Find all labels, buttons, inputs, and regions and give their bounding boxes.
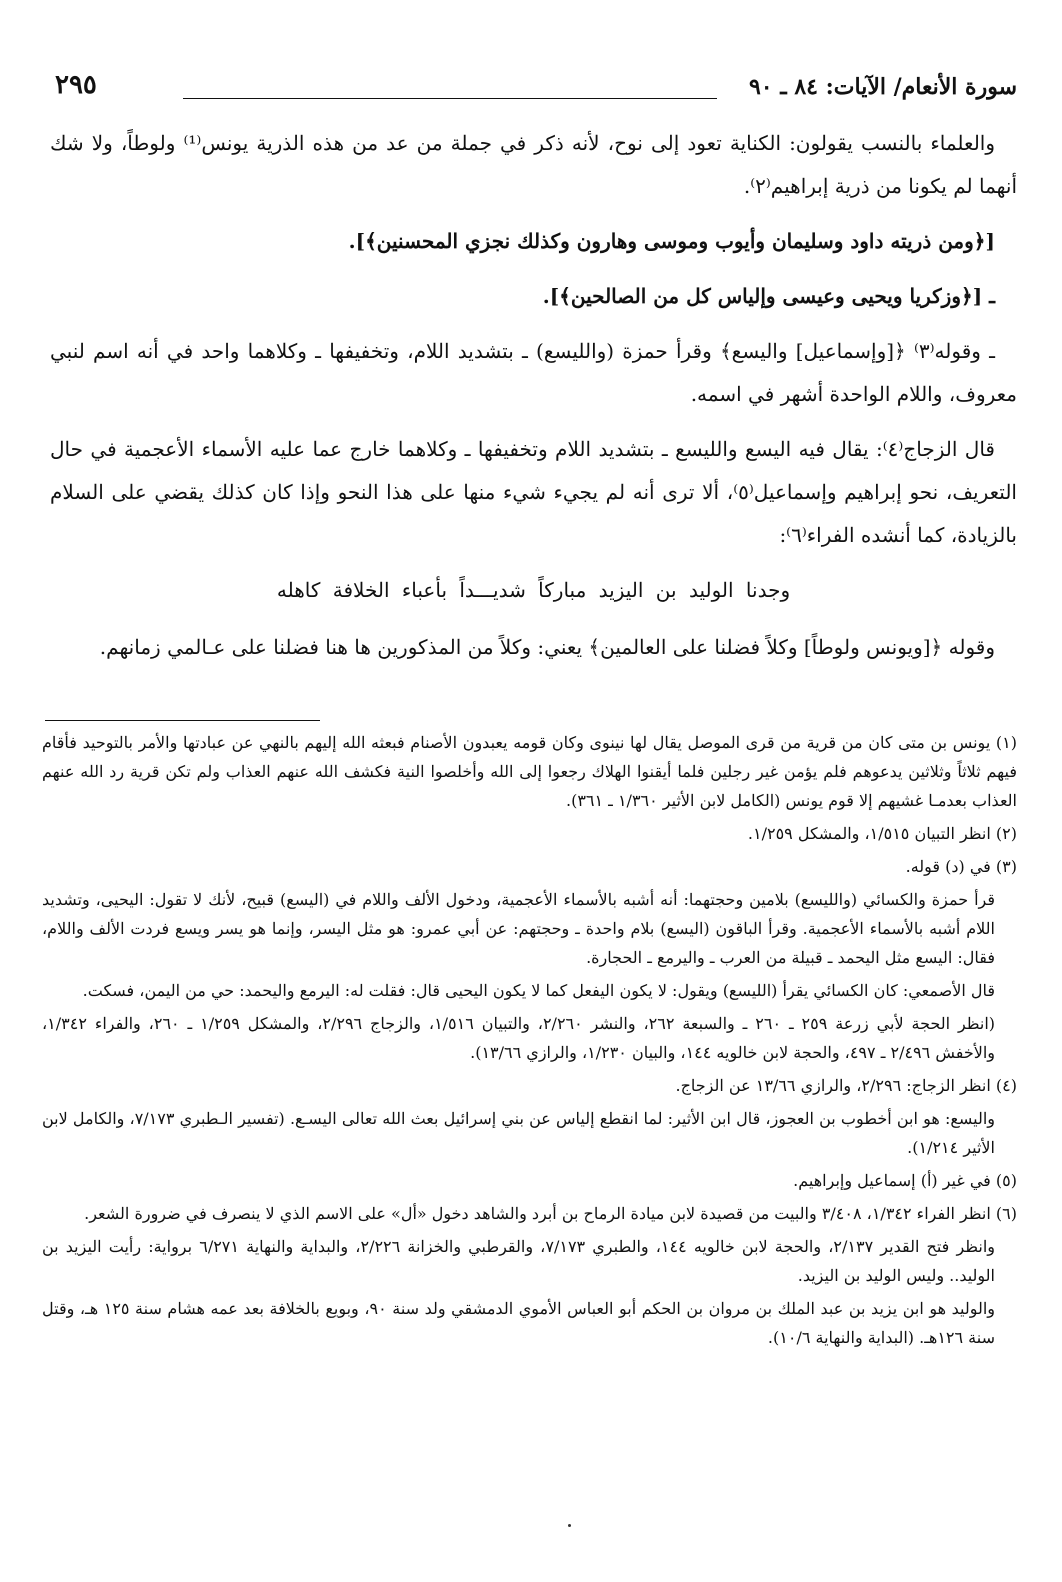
header-rule: [183, 98, 717, 99]
footnote-6-detail-a: وانظر فتح القدير ٢/١٣٧، والحجة لابن خالويه ١٤٤، والطبري ٧/١٧٣، والقرطبي والخزانة ٢/٢٢٦، والبداية والنهاية ٦/٢٧١ برواية: رأيت اليزيد بن الوليد.. وليس الوليد بن اليزيد.: [42, 1237, 996, 1285]
footnote-3-detail-c: (انظر الحجة لأبي زرعة ٢٥٩ ـ ٢٦٠ ـ والسبعة ٢٦٢، والنشر ٢/٢٦٠، والتبيان ١/٥١٦، والزجاج ٢/٢٩٦، والمشكل ١/٢٥٩ ـ ٢٦٠، والفراء ١/٣٤٢، والأخفش ٢/٤٩٦ ـ ٤٩٧، والحجة لابن خالويه ١٤٤، والبيان ١/٢٣٠، والرازي ١٣/٦٦).: [42, 1014, 996, 1062]
footnote-2: (٢) انظر التبيان ١/٥١٥، والمشكل ١/٢٥٩.: [747, 824, 1017, 843]
footnote-5: (٥) في غير (أ) إسماعيل وإبراهيم.: [793, 1171, 1017, 1190]
footnote-6: (٦) انظر الفراء ١/٣٤٢، ٣/٤٠٨ والبيت من قصيدة لابن ميادة الرماح بن أبرد والشاهد دخول «أل» على الاسم الذي لا ينصرف في ضرورة الشعر.: [84, 1204, 1017, 1223]
paragraph-4: وقوله ﴿[ويونس ولوطاً] وكلاً فضلنا على العالمين﴾ يعني: وكلاً من المذكورين ها هنا فضلنا على عـالمي زمانهم.: [99, 635, 995, 659]
running-header: [55, 70, 1017, 110]
paragraph-1: والعلماء بالنسب يقولون: الكناية تعود إلى نوح، لأنه ذكر في جملة من عد من هذه الذرية يونس⁽¹⁾ ولوطاً، ولا شك أنهما لم يكونا من ذرية إبراهيم⁽٢⁾.: [50, 131, 1017, 198]
footnote-3-detail-b: قال الأصمعي: كان الكسائي يقرأ (الليسع) ويقول: لا يكون اليفعل كما لا يكون اليحيى قال: فقلت له: اليرمع واليحمد: حي من اليمن، فسكت.: [82, 981, 995, 1000]
paragraph-3: قال الزجاج⁽٤⁾: يقال فيه اليسع والليسع ـ بتشديد اللام وتخفيفها ـ وكلاهما خارج عما عليه الأسماء الأعجمية في حال التعريف، نحو إبراهيم وإسماعيل⁽٥⁾، ألا ترى أنه لم يجيء شيء منها على هذا النحو وإذا كان كذلك يقضي على السلام بالزيادة، كما أنشده الفراء⁽٦⁾:: [50, 437, 1017, 547]
footnote-4: (٤) انظر الزجاج: ٢/٢٩٦، والرازي ١٣/٦٦ عن الزجاج.: [675, 1076, 1017, 1095]
footnote-4-detail: واليسع: هو ابن أخطوب بن العجوز، قال ابن الأثير: لما انقطع إلياس عن بني إسرائيل بعث الله تعالى اليسـع. (تفسير الـطبري ٧/١٧٣، والكامل لابن الأثير ١/٢١٤).: [42, 1109, 995, 1157]
main-text: [50, 122, 1017, 681]
footnote-3: (٣) في (د) قوله.: [905, 857, 1017, 876]
scan-speck: [568, 1524, 571, 1527]
verse-quote-1: [﴿ومن ذريته داود وسليمان وأيوب وموسى وهارون وكذلك نجزي المحسنين﴾].: [348, 229, 995, 253]
footnote-6-detail-b: والوليد هو ابن يزيد بن عبد الملك بن مروان بن الحكم أبو العباس الأموي الدمشقي ولد سنة ٩٠، وبويع بالخلافة بعد عمه هشام سنة ١٢٥ هـ، وقتل سنة ١٢٦هـ. (البداية والنهاية ١٠/٦).: [42, 1299, 996, 1347]
poem-verse: وجدنا الوليد بن اليزيد مباركاً شديـــداً بأعباء الخلافة كاهله: [276, 578, 791, 602]
footnotes: [42, 728, 1017, 1356]
verse-quote-2: ـ [﴿وزكريا ويحيى وعيسى وإلياس كل من الصالحين﴾].: [542, 284, 995, 308]
paragraph-2: ـ وقوله⁽٣⁾ ﴿[وإسماعيل] واليسع﴾ وقرأ حمزة (والليسع) ـ بتشديد اللام، وتخفيفها ـ وكلاهما واحد في أنه اسم لنبي معروف، واللام الواحدة أشهر في اسمه.: [50, 339, 1017, 406]
footnote-3-detail-a: قرأ حمزة والكسائي (والليسع) بلامين وحجتهما: أنه أشبه بالأسماء الأعجمية، ودخول الألف واللام في (اليسع) قبيح، لأنك لا تقول: اليحيى، وتشديد اللام أشبه بالأسماء الأعجمية. وقرأ الباقون (اليسع) بلام واحدة ـ وحجتهم: عن أبي عمرو: هو مثل اليسر، وإنما هو يسر ويسع فردت الألف واللام، فقال: اليسع مثل اليحمد ـ قبيلة من العرب ـ واليرمع ـ الحجارة.: [42, 890, 996, 967]
page-number: ٢٩٥: [55, 70, 97, 100]
footnote-separator: [45, 720, 320, 721]
footnote-1: (١) يونس بن متى كان من قرية من قرى الموصل يقال لها نينوى وكان قومه يعبدون الأصنام فبعثه الله إليهم بالنهي عن عبادتها والأمر بالتوحيد فأقام فيهم ثلاثاً وثلاثين يدعوهم فلم يؤمن غير رجلين فلما أيقنوا الهلاك رجعوا إلى الله وأخلصوا النية فكشف الله عنهم العذاب ولم تكن قرية رد الله عنهم العذاب بعدمـا غشيهم إلا قوم يونس (الكامل لابن الأثير ١/٣٦٠ ـ ٣٦١).: [42, 733, 1017, 810]
header-title: سورة الأنعام/ الآيات: ٨٤ ـ ٩٠: [748, 74, 1017, 100]
